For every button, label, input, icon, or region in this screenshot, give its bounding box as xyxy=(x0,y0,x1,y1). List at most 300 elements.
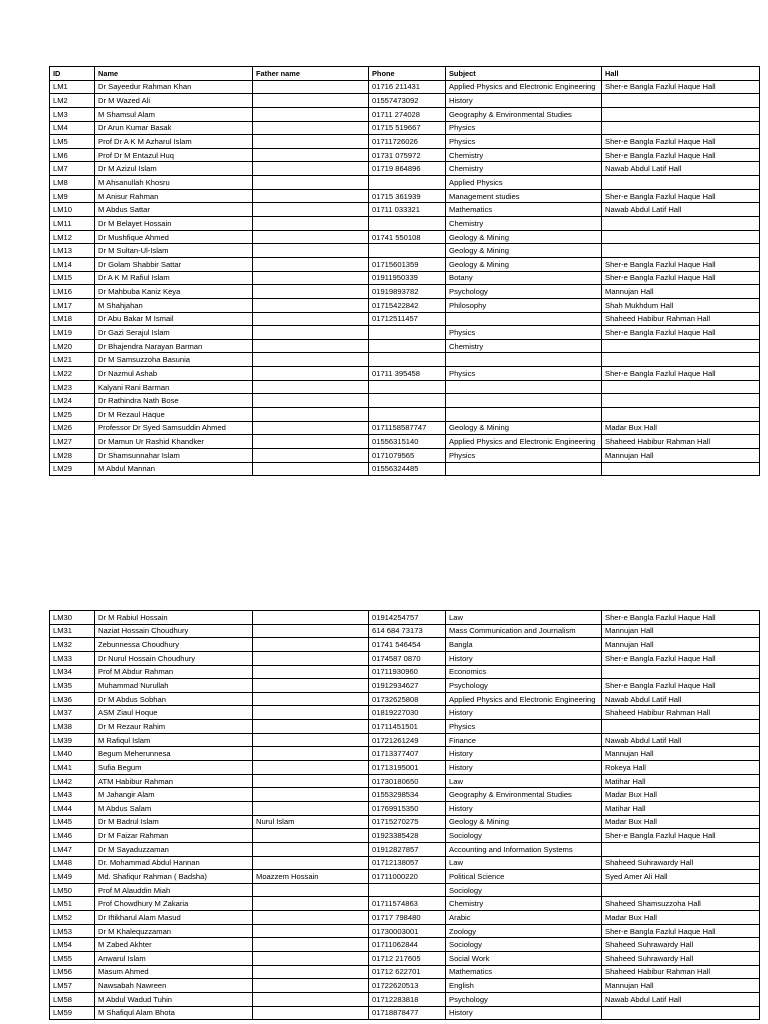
cell-id: LM18 xyxy=(50,312,95,326)
cell-hall xyxy=(602,462,760,476)
table-row xyxy=(50,897,760,911)
cell-subject: Arabic xyxy=(446,911,602,925)
cell-id: LM33 xyxy=(50,651,95,665)
cell-father-name xyxy=(253,176,369,190)
cell-hall: Mannujan Hall xyxy=(602,624,760,638)
cell-father-name xyxy=(253,733,369,747)
cell-phone xyxy=(369,353,446,367)
table-row xyxy=(50,706,760,720)
cell-id: LM58 xyxy=(50,992,95,1006)
cell-name: Prof M Abdur Rahman xyxy=(95,665,253,679)
cell-father-name xyxy=(253,148,369,162)
cell-hall: Shaheed Shamsuzzoha Hall xyxy=(602,897,760,911)
cell-name: Prof Dr A K M Azharul Islam xyxy=(95,135,253,149)
cell-name: M Abdul Mannan xyxy=(95,462,253,476)
cell-id: LM15 xyxy=(50,271,95,285)
cell-id: LM5 xyxy=(50,135,95,149)
cell-hall: Shaheed Suhrawardy Hall xyxy=(602,938,760,952)
cell-subject: Chemistry xyxy=(446,339,602,353)
cell-father-name xyxy=(253,651,369,665)
cell-hall: Mannujan Hall xyxy=(602,638,760,652)
cell-phone: 01819227030 xyxy=(369,706,446,720)
cell-phone: 01712511457 xyxy=(369,312,446,326)
cell-name: Dr Shamsunnahar Islam xyxy=(95,448,253,462)
cell-hall: Sher-e Bangla Fazlul Haque Hall xyxy=(602,326,760,340)
cell-hall: Shaheed Habibur Rahman Hall xyxy=(602,435,760,449)
cell-phone: 01711451501 xyxy=(369,720,446,734)
header-father-name: Father name xyxy=(253,67,369,81)
cell-phone xyxy=(369,394,446,408)
cell-name: Dr M Belayet Hossain xyxy=(95,217,253,231)
cell-hall: Nawab Abdul Latif Hall xyxy=(602,733,760,747)
cell-name: Masum Ahmed xyxy=(95,965,253,979)
cell-name: Dr M Wazed Ali xyxy=(95,94,253,108)
cell-subject: English xyxy=(446,979,602,993)
cell-hall: Shaheed Habibur Rahman Hall xyxy=(602,965,760,979)
cell-hall xyxy=(602,394,760,408)
cell-father-name xyxy=(253,829,369,843)
cell-id: LM20 xyxy=(50,339,95,353)
cell-phone: 01730180650 xyxy=(369,774,446,788)
cell-phone: 01721261249 xyxy=(369,733,446,747)
cell-id: LM48 xyxy=(50,856,95,870)
cell-subject: Geography & Environmental Studies xyxy=(446,107,602,121)
table-row xyxy=(50,638,760,652)
cell-name: M Abdus Sattar xyxy=(95,203,253,217)
cell-phone: 01711062844 xyxy=(369,938,446,952)
cell-name: Naziat Hossain Choudhury xyxy=(95,624,253,638)
cell-phone: 01718878477 xyxy=(369,1006,446,1020)
cell-phone: 01919893782 xyxy=(369,285,446,299)
cell-id: LM10 xyxy=(50,203,95,217)
cell-father-name xyxy=(253,952,369,966)
cell-father-name xyxy=(253,380,369,394)
cell-phone: 01712 622701 xyxy=(369,965,446,979)
cell-phone xyxy=(369,244,446,258)
cell-phone: 01557473092 xyxy=(369,94,446,108)
cell-father-name xyxy=(253,312,369,326)
cell-father-name xyxy=(253,611,369,625)
cell-subject: Chemistry xyxy=(446,162,602,176)
cell-id: LM12 xyxy=(50,230,95,244)
table-row xyxy=(50,162,760,176)
cell-father-name xyxy=(253,774,369,788)
cell-hall: Rokeya Hall xyxy=(602,761,760,775)
cell-father-name xyxy=(253,339,369,353)
cell-subject: Applied Physics xyxy=(446,176,602,190)
cell-phone: 01912934627 xyxy=(369,679,446,693)
cell-hall: Nawab Abdul Latif Hall xyxy=(602,992,760,1006)
cell-father-name xyxy=(253,624,369,638)
cell-hall: Sher-e Bangla Fazlul Haque Hall xyxy=(602,80,760,94)
cell-id: LM43 xyxy=(50,788,95,802)
cell-father-name xyxy=(253,394,369,408)
cell-id: LM4 xyxy=(50,121,95,135)
cell-id: LM37 xyxy=(50,706,95,720)
table-row xyxy=(50,217,760,231)
cell-father-name xyxy=(253,285,369,299)
cell-name: Dr Arun Kumar Basak xyxy=(95,121,253,135)
cell-id: LM34 xyxy=(50,665,95,679)
cell-hall: Shah Mukhdum Hall xyxy=(602,298,760,312)
cell-father-name xyxy=(253,720,369,734)
cell-subject: Chemistry xyxy=(446,148,602,162)
cell-subject: History xyxy=(446,747,602,761)
cell-hall xyxy=(602,107,760,121)
cell-id: LM6 xyxy=(50,148,95,162)
cell-subject: Psychology xyxy=(446,679,602,693)
cell-father-name xyxy=(253,992,369,1006)
cell-name: Sufia Begum xyxy=(95,761,253,775)
header-name: Name xyxy=(95,67,253,81)
cell-id: LM50 xyxy=(50,883,95,897)
cell-name: Nawsabah Nawreen xyxy=(95,979,253,993)
cell-id: LM53 xyxy=(50,924,95,938)
cell-name: Dr. Mohammad Abdul Hannan xyxy=(95,856,253,870)
cell-subject: History xyxy=(446,1006,602,1020)
cell-phone: 01712283818 xyxy=(369,992,446,1006)
cell-father-name xyxy=(253,462,369,476)
cell-father-name xyxy=(253,747,369,761)
header-row xyxy=(50,67,760,81)
cell-subject: Chemistry xyxy=(446,217,602,231)
table-row xyxy=(50,462,760,476)
cell-id: LM30 xyxy=(50,611,95,625)
cell-name: Dr M Rezaur Rahim xyxy=(95,720,253,734)
cell-name: Md. Shafiqur Rahman ( Badsha) xyxy=(95,870,253,884)
table-row xyxy=(50,312,760,326)
cell-subject: Geology & Mining xyxy=(446,257,602,271)
cell-id: LM23 xyxy=(50,380,95,394)
cell-father-name xyxy=(253,298,369,312)
cell-name: Dr Nurul Hossain Choudhury xyxy=(95,651,253,665)
cell-subject: Geography & Environmental Studies xyxy=(446,788,602,802)
cell-name: M Abdul Wadud Tuhin xyxy=(95,992,253,1006)
cell-hall xyxy=(602,339,760,353)
cell-name: Dr M Faizar Rahman xyxy=(95,829,253,843)
cell-father-name xyxy=(253,788,369,802)
table-row xyxy=(50,747,760,761)
cell-father-name xyxy=(253,965,369,979)
table-row xyxy=(50,1006,760,1020)
cell-subject: History xyxy=(446,801,602,815)
cell-id: LM57 xyxy=(50,979,95,993)
cell-hall: Mannujan Hall xyxy=(602,747,760,761)
table-row xyxy=(50,367,760,381)
cell-father-name xyxy=(253,257,369,271)
cell-name: M Anisur Rahman xyxy=(95,189,253,203)
cell-subject: History xyxy=(446,706,602,720)
cell-hall: Sher-e Bangla Fazlul Haque Hall xyxy=(602,189,760,203)
cell-father-name xyxy=(253,94,369,108)
cell-name: Dr Nazmul Ashab xyxy=(95,367,253,381)
cell-father-name xyxy=(253,121,369,135)
cell-phone: 01711930960 xyxy=(369,665,446,679)
cell-subject: Sociology xyxy=(446,829,602,843)
table-row xyxy=(50,679,760,693)
cell-father-name xyxy=(253,638,369,652)
cell-subject: Psychology xyxy=(446,285,602,299)
table-row xyxy=(50,421,760,435)
cell-id: LM46 xyxy=(50,829,95,843)
cell-father-name xyxy=(253,135,369,149)
cell-id: LM14 xyxy=(50,257,95,271)
cell-name: M Abdus Salam xyxy=(95,801,253,815)
table-row xyxy=(50,107,760,121)
cell-subject: Physics xyxy=(446,720,602,734)
cell-name: M Shafiqul Alam Bhota xyxy=(95,1006,253,1020)
cell-id: LM41 xyxy=(50,761,95,775)
table-row xyxy=(50,965,760,979)
cell-id: LM9 xyxy=(50,189,95,203)
cell-hall: Nawab Abdul Latif Hall xyxy=(602,162,760,176)
cell-name: M Shamsul Alam xyxy=(95,107,253,121)
table-row xyxy=(50,94,760,108)
cell-father-name xyxy=(253,692,369,706)
cell-subject: History xyxy=(446,761,602,775)
cell-father-name xyxy=(253,353,369,367)
cell-subject: Law xyxy=(446,611,602,625)
cell-phone: 01715422842 xyxy=(369,298,446,312)
cell-hall: Sher-e Bangla Fazlul Haque Hall xyxy=(602,924,760,938)
cell-subject: Geology & Mining xyxy=(446,244,602,258)
cell-id: LM55 xyxy=(50,952,95,966)
cell-phone xyxy=(369,326,446,340)
cell-subject: Applied Physics and Electronic Engineering xyxy=(446,692,602,706)
cell-subject: Zoology xyxy=(446,924,602,938)
cell-id: LM8 xyxy=(50,176,95,190)
table-row xyxy=(50,856,760,870)
cell-id: LM21 xyxy=(50,353,95,367)
cell-id: LM16 xyxy=(50,285,95,299)
cell-phone: 01556324485 xyxy=(369,462,446,476)
cell-phone: 01923385428 xyxy=(369,829,446,843)
cell-name: Zebunnessa Choudhury xyxy=(95,638,253,652)
table-row xyxy=(50,774,760,788)
cell-id: LM38 xyxy=(50,720,95,734)
cell-father-name xyxy=(253,842,369,856)
cell-phone: 0171079565 xyxy=(369,448,446,462)
table-row xyxy=(50,979,760,993)
cell-name: Begum Meherunnesa xyxy=(95,747,253,761)
cell-name: Dr Rathindra Nath Bose xyxy=(95,394,253,408)
cell-name: Kalyani Rani Barman xyxy=(95,380,253,394)
table-row xyxy=(50,952,760,966)
cell-hall: Nawab Abdul Latif Hall xyxy=(602,692,760,706)
cell-name: Dr M Samsuzzoha Basunia xyxy=(95,353,253,367)
cell-phone xyxy=(369,176,446,190)
cell-id: LM3 xyxy=(50,107,95,121)
cell-subject: Mathematics xyxy=(446,965,602,979)
cell-subject: Chemistry xyxy=(446,897,602,911)
cell-id: LM32 xyxy=(50,638,95,652)
table-2-body xyxy=(50,611,760,1020)
cell-id: LM24 xyxy=(50,394,95,408)
cell-name: Dr M Sultan-Ul-Islam xyxy=(95,244,253,258)
table-row xyxy=(50,938,760,952)
cell-hall xyxy=(602,244,760,258)
cell-subject: Sociology xyxy=(446,938,602,952)
cell-subject: Political Science xyxy=(446,870,602,884)
cell-hall xyxy=(602,883,760,897)
cell-father-name: Nurul Islam xyxy=(253,815,369,829)
cell-id: LM19 xyxy=(50,326,95,340)
cell-hall xyxy=(602,842,760,856)
cell-hall: Sher-e Bangla Fazlul Haque Hall xyxy=(602,367,760,381)
cell-subject: Botany xyxy=(446,271,602,285)
cell-name: Dr Abu Bakar M Ismail xyxy=(95,312,253,326)
cell-hall: Matihar Hall xyxy=(602,774,760,788)
cell-phone: 01731 075972 xyxy=(369,148,446,162)
cell-phone: 01711000220 xyxy=(369,870,446,884)
table-row xyxy=(50,380,760,394)
cell-hall: Mannujan Hall xyxy=(602,448,760,462)
cell-subject: Physics xyxy=(446,326,602,340)
cell-hall: Mannujan Hall xyxy=(602,979,760,993)
cell-name: Dr M Rabiul Hossain xyxy=(95,611,253,625)
cell-id: LM29 xyxy=(50,462,95,476)
cell-phone: 01711 274028 xyxy=(369,107,446,121)
cell-hall: Syed Amer Ali Hall xyxy=(602,870,760,884)
cell-id: LM13 xyxy=(50,244,95,258)
cell-name: Dr Gazi Serajul Islam xyxy=(95,326,253,340)
cell-phone: 01741 546454 xyxy=(369,638,446,652)
cell-phone: 614 684 73173 xyxy=(369,624,446,638)
cell-father-name xyxy=(253,189,369,203)
cell-subject: Geology & Mining xyxy=(446,230,602,244)
cell-hall xyxy=(602,1006,760,1020)
cell-id: LM45 xyxy=(50,815,95,829)
cell-phone: 01715 361939 xyxy=(369,189,446,203)
cell-phone xyxy=(369,883,446,897)
cell-name: Dr Iftikharul Alam Masud xyxy=(95,911,253,925)
cell-hall xyxy=(602,217,760,231)
cell-subject: Finance xyxy=(446,733,602,747)
cell-subject: Bangla xyxy=(446,638,602,652)
cell-phone: 01716 211431 xyxy=(369,80,446,94)
cell-name: Dr Mahbuba Kaniz Keya xyxy=(95,285,253,299)
cell-hall xyxy=(602,230,760,244)
cell-phone: 01711574863 xyxy=(369,897,446,911)
cell-id: LM44 xyxy=(50,801,95,815)
cell-id: LM25 xyxy=(50,408,95,422)
cell-name: Prof Dr M Entazul Huq xyxy=(95,148,253,162)
cell-name: M Ahsanullah Khosru xyxy=(95,176,253,190)
cell-phone: 01556315140 xyxy=(369,435,446,449)
cell-phone: 01715601359 xyxy=(369,257,446,271)
cell-hall: Madar Bux Hall xyxy=(602,421,760,435)
cell-id: LM59 xyxy=(50,1006,95,1020)
cell-hall: Madar Bux Hall xyxy=(602,815,760,829)
cell-subject xyxy=(446,462,602,476)
table-row xyxy=(50,829,760,843)
cell-id: LM1 xyxy=(50,80,95,94)
cell-hall xyxy=(602,121,760,135)
cell-father-name xyxy=(253,448,369,462)
table-row xyxy=(50,883,760,897)
cell-father-name xyxy=(253,761,369,775)
cell-phone: 01553298534 xyxy=(369,788,446,802)
cell-name: M Zabed Akhter xyxy=(95,938,253,952)
cell-subject: Geology & Mining xyxy=(446,421,602,435)
header-id: ID xyxy=(50,67,95,81)
cell-name: Dr Bhajendra Narayan Barman xyxy=(95,339,253,353)
cell-id: LM40 xyxy=(50,747,95,761)
cell-id: LM22 xyxy=(50,367,95,381)
cell-hall: Sher-e Bangla Fazlul Haque Hall xyxy=(602,679,760,693)
cell-phone: 01912827857 xyxy=(369,842,446,856)
cell-phone: 0171158587747 xyxy=(369,421,446,435)
cell-hall: Madar Bux Hall xyxy=(602,911,760,925)
cell-hall xyxy=(602,176,760,190)
cell-id: LM31 xyxy=(50,624,95,638)
cell-hall: Sher-e Bangla Fazlul Haque Hall xyxy=(602,271,760,285)
cell-id: LM35 xyxy=(50,679,95,693)
cell-subject: Physics xyxy=(446,448,602,462)
cell-subject: Law xyxy=(446,856,602,870)
cell-name: ASM Ziaul Hoque xyxy=(95,706,253,720)
table-row xyxy=(50,257,760,271)
cell-id: LM51 xyxy=(50,897,95,911)
cell-id: LM2 xyxy=(50,94,95,108)
cell-hall: Sher-e Bangla Fazlul Haque Hall xyxy=(602,651,760,665)
cell-father-name xyxy=(253,665,369,679)
cell-id: LM42 xyxy=(50,774,95,788)
table-row xyxy=(50,244,760,258)
cell-father-name xyxy=(253,217,369,231)
cell-phone: 01911950339 xyxy=(369,271,446,285)
cell-father-name xyxy=(253,897,369,911)
cell-phone: 01715 519667 xyxy=(369,121,446,135)
table-row xyxy=(50,148,760,162)
table-row xyxy=(50,842,760,856)
cell-phone: 01713377407 xyxy=(369,747,446,761)
cell-subject: Psychology xyxy=(446,992,602,1006)
cell-father-name xyxy=(253,679,369,693)
cell-hall: Nawab Abdul Latif Hall xyxy=(602,203,760,217)
cell-father-name xyxy=(253,938,369,952)
cell-id: LM7 xyxy=(50,162,95,176)
cell-father-name xyxy=(253,421,369,435)
cell-hall: Shaheed Suhrawardy Hall xyxy=(602,952,760,966)
cell-hall: Matihar Hall xyxy=(602,801,760,815)
cell-phone: 01914254757 xyxy=(369,611,446,625)
cell-phone: 0174587 0870 xyxy=(369,651,446,665)
table-row xyxy=(50,230,760,244)
table-row xyxy=(50,298,760,312)
cell-id: LM39 xyxy=(50,733,95,747)
cell-subject: Law xyxy=(446,774,602,788)
table-row xyxy=(50,720,760,734)
cell-name: Dr Golam Shabbir Sattar xyxy=(95,257,253,271)
cell-father-name xyxy=(253,107,369,121)
cell-father-name: Moazzem Hossain xyxy=(253,870,369,884)
cell-name: Dr A K M Rafiul Islam xyxy=(95,271,253,285)
cell-father-name xyxy=(253,1006,369,1020)
cell-subject xyxy=(446,408,602,422)
cell-subject: Accounting and Information Systems xyxy=(446,842,602,856)
table-row xyxy=(50,203,760,217)
table-row xyxy=(50,271,760,285)
cell-name: Prof M Alauddin Miah xyxy=(95,883,253,897)
cell-subject: Physics xyxy=(446,135,602,149)
cell-phone: 01712 217605 xyxy=(369,952,446,966)
cell-id: LM36 xyxy=(50,692,95,706)
cell-father-name xyxy=(253,271,369,285)
cell-phone: 01711 033321 xyxy=(369,203,446,217)
cell-subject: Social Work xyxy=(446,952,602,966)
cell-subject: Economics xyxy=(446,665,602,679)
